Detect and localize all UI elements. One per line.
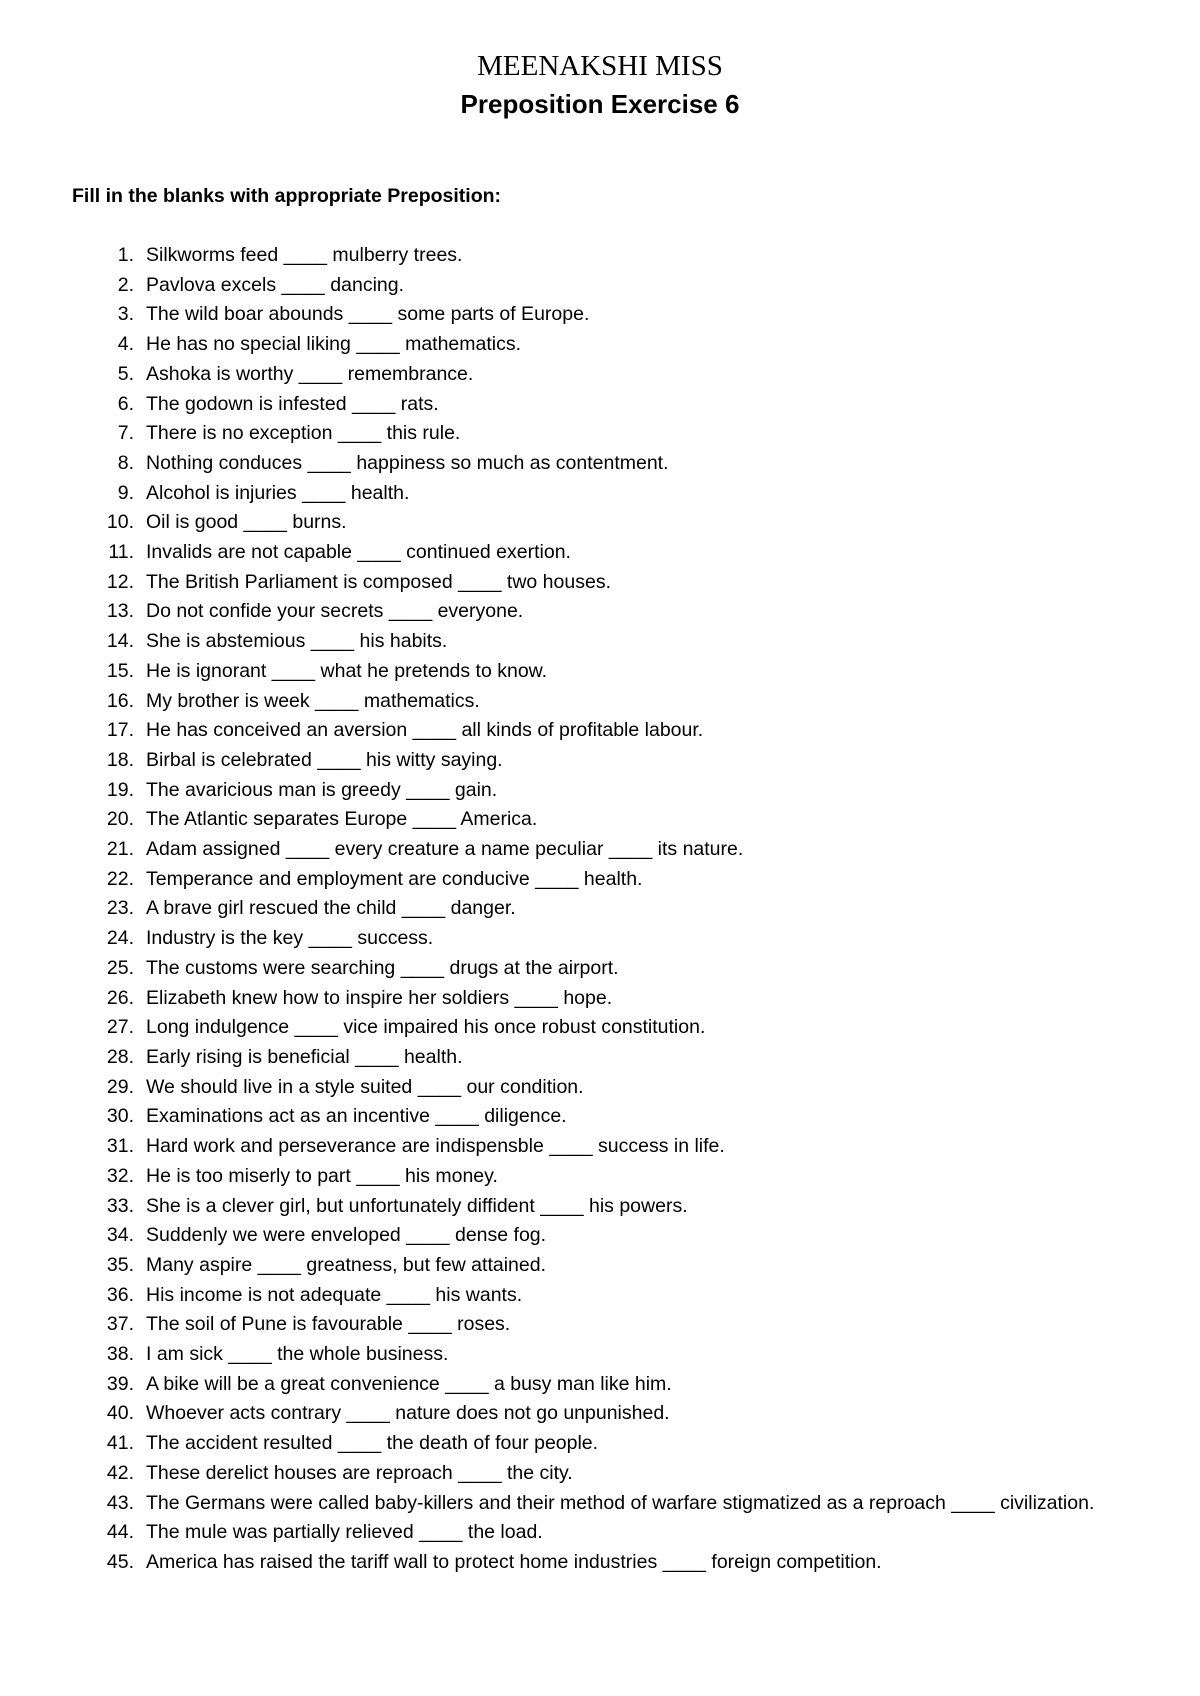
question-text: Suddenly we were enveloped ____ dense fog. [146, 1224, 547, 1247]
question-item [0, 1489, 1200, 1519]
question-item [0, 1013, 1200, 1043]
question-text: She is a clever girl, but unfortunately diffident ____ his powers. [146, 1194, 688, 1217]
question-item [0, 1281, 1200, 1311]
question-item [0, 271, 1200, 301]
question-number: 41. [106, 1432, 134, 1455]
question-text: The wild boar abounds ____ some parts of Europe. [146, 303, 590, 326]
question-list [0, 241, 1200, 1578]
question-number: 44. [106, 1521, 134, 1544]
question-text: Temperance and employment are conducive ____ health. [146, 867, 643, 890]
question-item [0, 1340, 1200, 1370]
question-item [0, 449, 1200, 479]
question-text: The Germans were called baby-killers and their method of warfare stigmatized as a reproach ____ civilization. [146, 1491, 1095, 1514]
question-item [0, 627, 1200, 657]
question-text: Alcohol is injuries ____ health. [146, 481, 410, 504]
question-item [0, 1192, 1200, 1222]
question-text: A bike will be a great convenience ____ a busy man like him. [146, 1372, 672, 1395]
question-item [0, 1221, 1200, 1251]
question-item [0, 568, 1200, 598]
question-text: Long indulgence ____ vice impaired his once robust constitution. [146, 1016, 706, 1039]
question-number: 10. [106, 511, 134, 534]
question-number: 14. [106, 630, 134, 653]
instruction-text: Fill in the blanks with appropriate Preposition: [72, 185, 502, 207]
question-item [0, 716, 1200, 746]
question-number: 39. [106, 1372, 134, 1395]
question-text: The customs were searching ____ drugs at the airport. [146, 956, 619, 979]
question-text: Industry is the key ____ success. [146, 927, 434, 950]
question-item [0, 479, 1200, 509]
question-text: The mule was partially relieved ____ the load. [146, 1521, 543, 1544]
question-item [0, 300, 1200, 330]
question-number: 5. [117, 362, 134, 385]
question-number: 30. [106, 1105, 134, 1128]
question-number: 19. [106, 778, 134, 801]
question-text: Adam assigned ____ every creature a name peculiar ____ its nature. [146, 838, 744, 861]
question-item [0, 865, 1200, 895]
question-number: 24. [106, 927, 134, 950]
question-text: Birbal is celebrated ____ his witty saying. [146, 748, 503, 771]
question-text: He is too miserly to part ____ his money. [146, 1164, 498, 1187]
question-number: 35. [106, 1253, 134, 1276]
question-item [0, 805, 1200, 835]
question-number: 4. [117, 333, 134, 356]
question-text: We should live in a style suited ____ our condition. [146, 1075, 584, 1098]
question-number: 29. [106, 1075, 134, 1098]
question-number: 3. [117, 303, 134, 326]
question-item [0, 894, 1200, 924]
question-number: 15. [106, 659, 134, 682]
page-title: MEENAKSHI MISS [477, 50, 723, 82]
question-item [0, 1459, 1200, 1489]
question-item [0, 1370, 1200, 1400]
question-number: 8. [117, 451, 134, 474]
page-subtitle: Preposition Exercise 6 [460, 89, 740, 119]
question-text: America has raised the tariff wall to protect home industries ____ foreign competition. [146, 1550, 882, 1573]
question-item [0, 508, 1200, 538]
question-item [0, 1162, 1200, 1192]
question-text: Examinations act as an incentive ____ diligence. [146, 1105, 567, 1128]
question-text: He has conceived an aversion ____ all kinds of profitable labour. [146, 719, 704, 742]
question-item [0, 330, 1200, 360]
question-text: The soil of Pune is favourable ____ roses. [146, 1313, 511, 1336]
question-item [0, 954, 1200, 984]
question-number: 45. [106, 1550, 134, 1573]
question-number: 36. [106, 1283, 134, 1306]
question-item [0, 241, 1200, 271]
question-text: Oil is good ____ burns. [146, 511, 347, 534]
question-item [0, 538, 1200, 568]
question-text: The avaricious man is greedy ____ gain. [146, 778, 498, 801]
question-text: The godown is infested ____ rats. [146, 392, 439, 415]
question-number: 22. [106, 867, 134, 890]
question-text: My brother is week ____ mathematics. [146, 689, 480, 712]
question-item [0, 1102, 1200, 1132]
question-text: Silkworms feed ____ mulberry trees. [146, 244, 463, 266]
question-item [0, 776, 1200, 806]
question-text: Early rising is beneficial ____ health. [146, 1045, 463, 1068]
question-number: 6. [117, 392, 134, 415]
question-text: These derelict houses are reproach ____ the city. [146, 1461, 573, 1484]
question-item [0, 419, 1200, 449]
question-item [0, 1429, 1200, 1459]
question-number: 20. [106, 808, 134, 831]
question-number: 17. [106, 719, 134, 742]
question-number: 28. [106, 1045, 134, 1068]
question-item [0, 1399, 1200, 1429]
question-text: I am sick ____ the whole business. [146, 1343, 449, 1366]
question-text: Elizabeth knew how to inspire her soldiers ____ hope. [146, 986, 613, 1009]
question-item [0, 390, 1200, 420]
question-number: 26. [106, 986, 134, 1009]
question-number: 13. [106, 600, 134, 623]
question-text: Invalids are not capable ____ continued exertion. [146, 541, 571, 564]
question-text: Many aspire ____ greatness, but few attained. [146, 1253, 546, 1276]
question-item [0, 746, 1200, 776]
question-text: The Atlantic separates Europe ____ America. [146, 808, 538, 831]
question-item [0, 1073, 1200, 1103]
question-number: 43. [106, 1491, 134, 1514]
question-text: Hard work and perseverance are indispensble ____ success in life. [146, 1135, 725, 1158]
question-number: 16. [106, 689, 134, 712]
question-number: 25. [106, 956, 134, 979]
question-item [0, 984, 1200, 1014]
question-number: 34. [106, 1224, 134, 1247]
question-text: Pavlova excels ____ dancing. [146, 273, 405, 296]
question-number: 37. [106, 1313, 134, 1336]
question-number: 27. [106, 1016, 134, 1039]
question-item [0, 1251, 1200, 1281]
question-number: 32. [106, 1164, 134, 1187]
question-number: 23. [106, 897, 134, 920]
question-text: Ashoka is worthy ____ remembrance. [146, 362, 474, 385]
question-text: The accident resulted ____ the death of four people. [146, 1432, 599, 1455]
question-number: 2. [117, 273, 134, 296]
question-number: 12. [106, 570, 134, 593]
question-text: The British Parliament is composed ____ two houses. [146, 570, 611, 593]
question-item [0, 687, 1200, 717]
question-number: 42. [106, 1461, 134, 1484]
question-item [0, 597, 1200, 627]
question-number: 21. [106, 838, 134, 861]
question-number: 9. [117, 481, 134, 504]
question-item [0, 1043, 1200, 1073]
question-text: Do not confide your secrets ____ everyone. [146, 600, 524, 623]
question-text: Nothing conduces ____ happiness so much as contentment. [146, 451, 669, 474]
question-text: A brave girl rescued the child ____ danger. [146, 897, 516, 920]
question-item [0, 1548, 1200, 1578]
question-text: Whoever acts contrary ____ nature does not go unpunished. [146, 1402, 670, 1425]
question-number: 31. [106, 1135, 134, 1158]
question-text: She is abstemious ____ his habits. [146, 630, 448, 653]
question-number: 38. [106, 1343, 134, 1366]
question-number: 40. [106, 1402, 134, 1425]
question-item [0, 835, 1200, 865]
question-item [0, 360, 1200, 390]
question-item [0, 657, 1200, 687]
question-text: His income is not adequate ____ his wants. [146, 1283, 523, 1306]
question-text: He has no special liking ____ mathematics. [146, 333, 522, 356]
question-item [0, 1310, 1200, 1340]
question-number: 7. [117, 422, 134, 445]
question-text: There is no exception ____ this rule. [146, 422, 461, 445]
question-item [0, 924, 1200, 954]
question-number: 33. [106, 1194, 134, 1217]
question-item [0, 1132, 1200, 1162]
question-item [0, 1518, 1200, 1548]
question-number: 18. [106, 748, 134, 771]
question-text: He is ignorant ____ what he pretends to know. [146, 659, 548, 682]
question-number: 1. [117, 244, 134, 266]
question-number: 11. [108, 541, 134, 564]
